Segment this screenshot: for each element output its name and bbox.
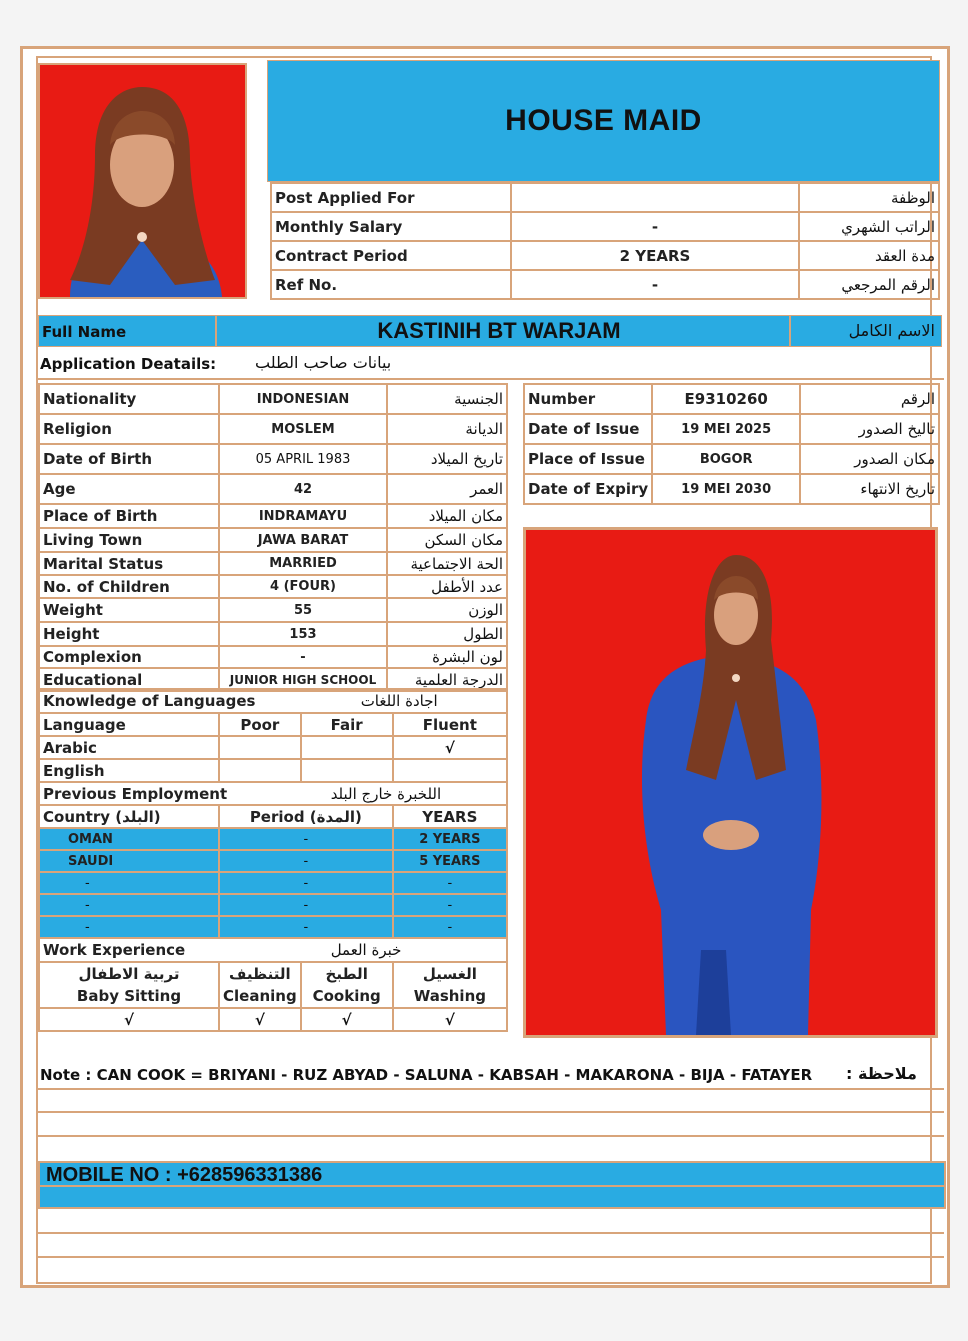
weight-label: Weight	[39, 598, 219, 622]
height-value: 153	[219, 622, 387, 646]
table-row	[271, 212, 939, 241]
expiry-ar: تاريخ الانتهاء	[800, 474, 939, 504]
passport-number-ar: الرقم	[800, 384, 939, 414]
nationality-ar: الجنسية	[387, 384, 507, 414]
skill-check: √	[301, 1008, 393, 1031]
passport-number-label: Number	[524, 384, 652, 414]
employment-country: SAUDI	[39, 850, 219, 872]
skill-en: Cleaning	[223, 987, 297, 1005]
passport-number-value: E9310260	[652, 384, 800, 414]
religion-ar: الديانة	[387, 414, 507, 444]
salary-label: Monthly Salary	[271, 212, 511, 241]
employment-country: OMAN	[39, 828, 219, 850]
expiry-label: Date of Expiry	[524, 474, 652, 504]
contract-label: Contract Period	[271, 241, 511, 270]
marital-ar: الحة الاجتماعية	[387, 552, 507, 575]
arabic-fluent: √	[393, 736, 507, 759]
employment-years: 2 YEARS	[393, 828, 507, 850]
complexion-ar: لون البشرة	[387, 646, 507, 668]
portrait-photo	[38, 63, 247, 299]
employment-period: -	[219, 850, 393, 872]
arabic-fair	[301, 736, 393, 759]
skill-en: Washing	[413, 987, 486, 1005]
employment-years: 5 YEARS	[393, 850, 507, 872]
language-header: Language	[39, 713, 219, 736]
skill-cooking	[301, 962, 393, 1008]
note-text: Note : CAN COOK = BRIYANI - RUZ ABYAD - SALUNA - KABSAH - MAKARONA - BIJA - FATAYER	[40, 1066, 813, 1084]
skill-ar: الغسيل	[422, 965, 477, 983]
height-label: Height	[39, 622, 219, 646]
employment-years: -	[393, 872, 507, 894]
fluent-header: Fluent	[393, 713, 507, 736]
marital-value: MARRIED	[219, 552, 387, 575]
children-label: No. of Children	[39, 575, 219, 598]
skill-check: √	[39, 1008, 219, 1031]
contract-ar: مدة العقد	[799, 241, 939, 270]
skill-cleaning	[219, 962, 301, 1008]
full-name-bar	[38, 315, 942, 347]
dob-ar: تاريخ الميلاد	[387, 444, 507, 474]
skill-ar: التنظيف	[229, 965, 291, 983]
employment-period: -	[219, 828, 393, 850]
divider	[38, 1135, 944, 1137]
languages-table	[38, 688, 508, 1032]
table-row	[271, 183, 939, 212]
education-label: Educational	[39, 668, 219, 691]
skill-en: Cooking	[312, 987, 381, 1005]
application-label: Application Deatails:	[40, 355, 217, 373]
children-ar: عدد الأطفل	[387, 575, 507, 598]
issue-date-value: 19 MEI 2025	[652, 414, 800, 444]
country-header: Country (البلد)	[39, 805, 219, 828]
religion-value: MOSLEM	[219, 414, 387, 444]
english-fair	[301, 759, 393, 782]
table-row	[271, 270, 939, 299]
height-ar: الطول	[387, 622, 507, 646]
pob-value: INDRAMAYU	[219, 504, 387, 528]
employment-country: -	[39, 916, 219, 938]
religion-label: Religion	[39, 414, 219, 444]
town-label: Living Town	[39, 528, 219, 552]
note-ar: ملاحظة :	[846, 1064, 917, 1083]
employment-period: -	[219, 894, 393, 916]
issue-place-value: BOGOR	[652, 444, 800, 474]
employment-period: -	[219, 916, 393, 938]
english-label: English	[39, 759, 219, 782]
years-header: YEARS	[393, 805, 507, 828]
post-ar: الوظفة	[799, 183, 939, 212]
salary-value: -	[511, 212, 799, 241]
skill-check: √	[219, 1008, 301, 1031]
divider	[38, 1111, 944, 1113]
work-label: Work Experience	[39, 938, 301, 962]
full-name-value: KASTINIH BT WARJAM	[377, 318, 621, 343]
employment-country: -	[39, 872, 219, 894]
employment-years: -	[393, 894, 507, 916]
skill-washing	[393, 962, 507, 1008]
post-label: Post Applied For	[271, 183, 511, 212]
skill-en: Baby Sitting	[76, 987, 182, 1005]
employment-country: -	[39, 894, 219, 916]
complexion-value: -	[219, 646, 387, 668]
employment-label: Previous Employment	[39, 782, 301, 805]
languages-label: Knowledge of Languages	[39, 689, 301, 713]
dob-value: 05 APRIL 1983	[219, 444, 387, 474]
divider	[38, 1256, 944, 1258]
ref-label: Ref No.	[271, 270, 511, 299]
expiry-value: 19 MEI 2030	[652, 474, 800, 504]
pob-ar: مكان الميلاد	[387, 504, 507, 528]
issue-date-label: Date of Issue	[524, 414, 652, 444]
english-poor	[219, 759, 301, 782]
ref-value: -	[511, 270, 799, 299]
personal-details-table	[38, 383, 508, 692]
application-ar: بيانات صاحب الطلب	[255, 353, 392, 372]
full-name-ar: الاسم الكامل	[848, 321, 935, 340]
ref-ar: الرقم المرجعي	[799, 270, 939, 299]
skill-baby-sitting	[39, 962, 219, 1008]
nationality-value: INDONESIAN	[219, 384, 387, 414]
age-value: 42	[219, 474, 387, 504]
skill-ar: الطبخ	[325, 965, 368, 983]
town-ar: مكان السكن	[387, 528, 507, 552]
children-value: 4 (FOUR)	[219, 575, 387, 598]
issue-date-ar: تاليخ الصدور	[800, 414, 939, 444]
full-name-label: Full Name	[42, 323, 127, 341]
mobile-number: MOBILE NO : +628596331386	[46, 1164, 323, 1186]
job-info-table	[270, 182, 940, 300]
weight-ar: الوزن	[387, 598, 507, 622]
divider	[38, 1088, 944, 1090]
complexion-label: Complexion	[39, 646, 219, 668]
skill-check: √	[393, 1008, 507, 1031]
education-value: JUNIOR HIGH SCHOOL	[219, 668, 387, 691]
arabic-poor	[219, 736, 301, 759]
arabic-label: Arabic	[39, 736, 219, 759]
poor-header: Poor	[219, 713, 301, 736]
marital-label: Marital Status	[39, 552, 219, 575]
divider	[38, 378, 944, 380]
employment-years: -	[393, 916, 507, 938]
education-ar: الدرجة العلمية	[387, 668, 507, 691]
period-header: Period (المدة)	[219, 805, 393, 828]
contract-value: 2 YEARS	[511, 241, 799, 270]
post-value	[511, 183, 799, 212]
pob-label: Place of Birth	[39, 504, 219, 528]
table-row	[271, 241, 939, 270]
dob-label: Date of Birth	[39, 444, 219, 474]
issue-place-label: Place of Issue	[524, 444, 652, 474]
employment-period: -	[219, 872, 393, 894]
town-value: JAWA BARAT	[219, 528, 387, 552]
salary-ar: الراتب الشهري	[799, 212, 939, 241]
divider	[38, 1232, 944, 1234]
english-fluent	[393, 759, 507, 782]
page-title: HOUSE MAID	[267, 60, 940, 182]
work-ar: خبرة العمل	[301, 938, 507, 962]
skill-ar: تربية الاطفال	[78, 965, 180, 983]
mobile-bar	[38, 1161, 946, 1209]
languages-ar: اجادة اللغات	[301, 689, 507, 713]
age-label: Age	[39, 474, 219, 504]
fair-header: Fair	[301, 713, 393, 736]
full-body-photo	[523, 527, 938, 1038]
nationality-label: Nationality	[39, 384, 219, 414]
employment-ar: اللخبرة خارج البلد	[301, 782, 507, 805]
issue-place-ar: مكان الصدور	[800, 444, 939, 474]
passport-table	[523, 383, 940, 505]
age-ar: العمر	[387, 474, 507, 504]
weight-value: 55	[219, 598, 387, 622]
